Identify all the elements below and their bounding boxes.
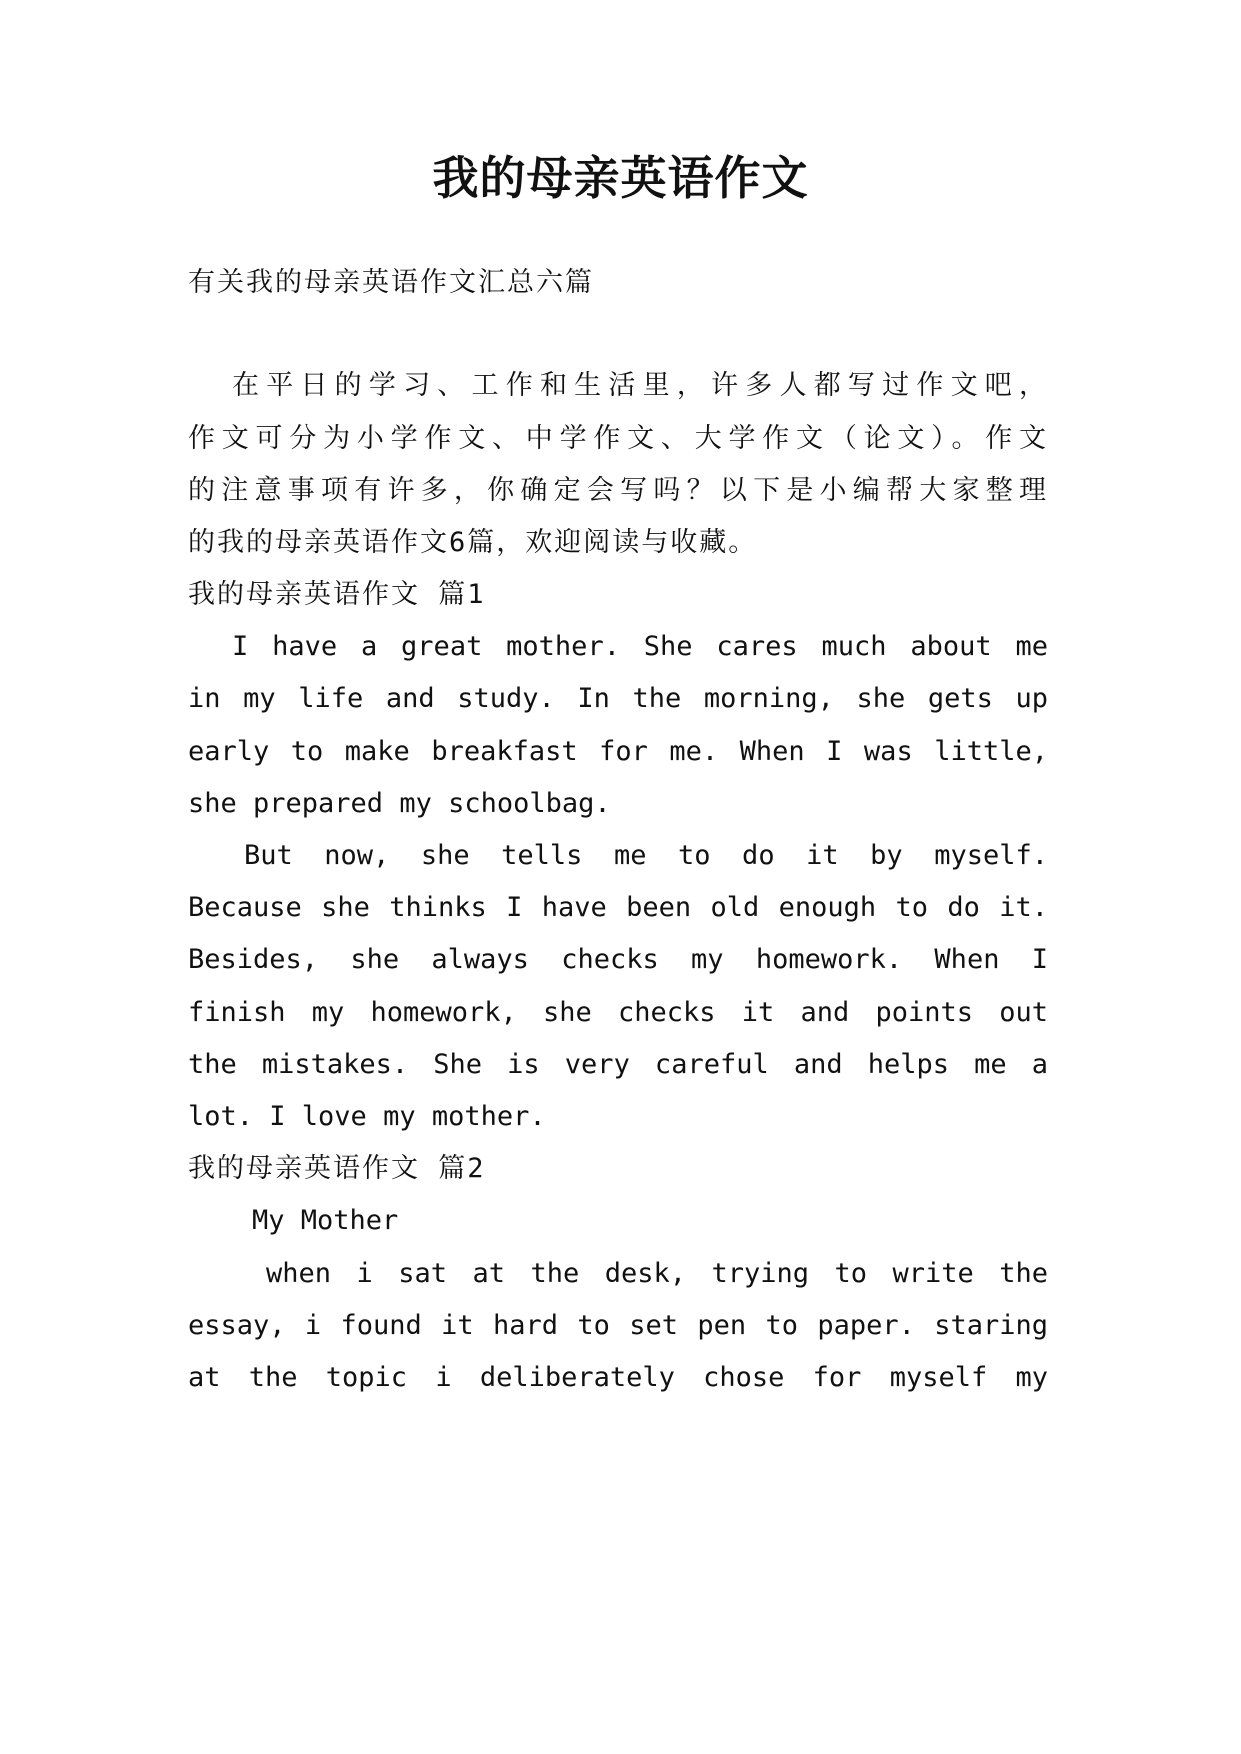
essay-heading: 我的母亲英语作文 篇1 [188, 579, 486, 610]
essay-heading: 我的母亲英语作文 篇2 [188, 1153, 486, 1184]
intro-line: 的我的母亲英语作文6篇，欢迎阅读与收藏。 [188, 527, 758, 558]
essay-line: Because she thinks I have been old enough to do it. [188, 892, 1048, 923]
essay-line: when i sat at the desk, trying to write the [266, 1258, 1048, 1289]
essay-line: But now, she tells me to do it by myself. [244, 840, 1048, 871]
essay-line: I have a great mother. She cares much about me [232, 631, 1048, 662]
essay-subtitle: My Mother [252, 1205, 399, 1236]
intro-line: 作文可分为小学作文、中学作文、大学作文（论文）。作文 [188, 423, 1048, 454]
essay-line: the mistakes. She is very careful and helps me a [188, 1049, 1048, 1080]
essay-line: lot. I love my mother. [188, 1101, 546, 1132]
essay-line: essay, i found it hard to set pen to paper. staring [188, 1310, 1048, 1341]
essay-line: finish my homework, she checks it and points out [188, 997, 1048, 1028]
intro-line: 在平日的学习、工作和生活里，许多人都写过作文吧， [232, 370, 1048, 401]
intro-line: 的注意事项有许多，你确定会写吗？以下是小编帮大家整理 [188, 475, 1048, 506]
essay-line: early to make breakfast for me. When I was little, [188, 736, 1048, 767]
document-title: 我的母亲英语作文 [432, 151, 809, 205]
essay-line: she prepared my schoolbag. [188, 788, 611, 819]
essay-line: Besides, she always checks my homework. When I [188, 944, 1048, 975]
essay-line: in my life and study. In the morning, she gets up [188, 683, 1048, 714]
document-subtitle: 有关我的母亲英语作文汇总六篇 [188, 267, 594, 298]
essay-line: at the topic i deliberately chose for myself my [188, 1362, 1048, 1393]
